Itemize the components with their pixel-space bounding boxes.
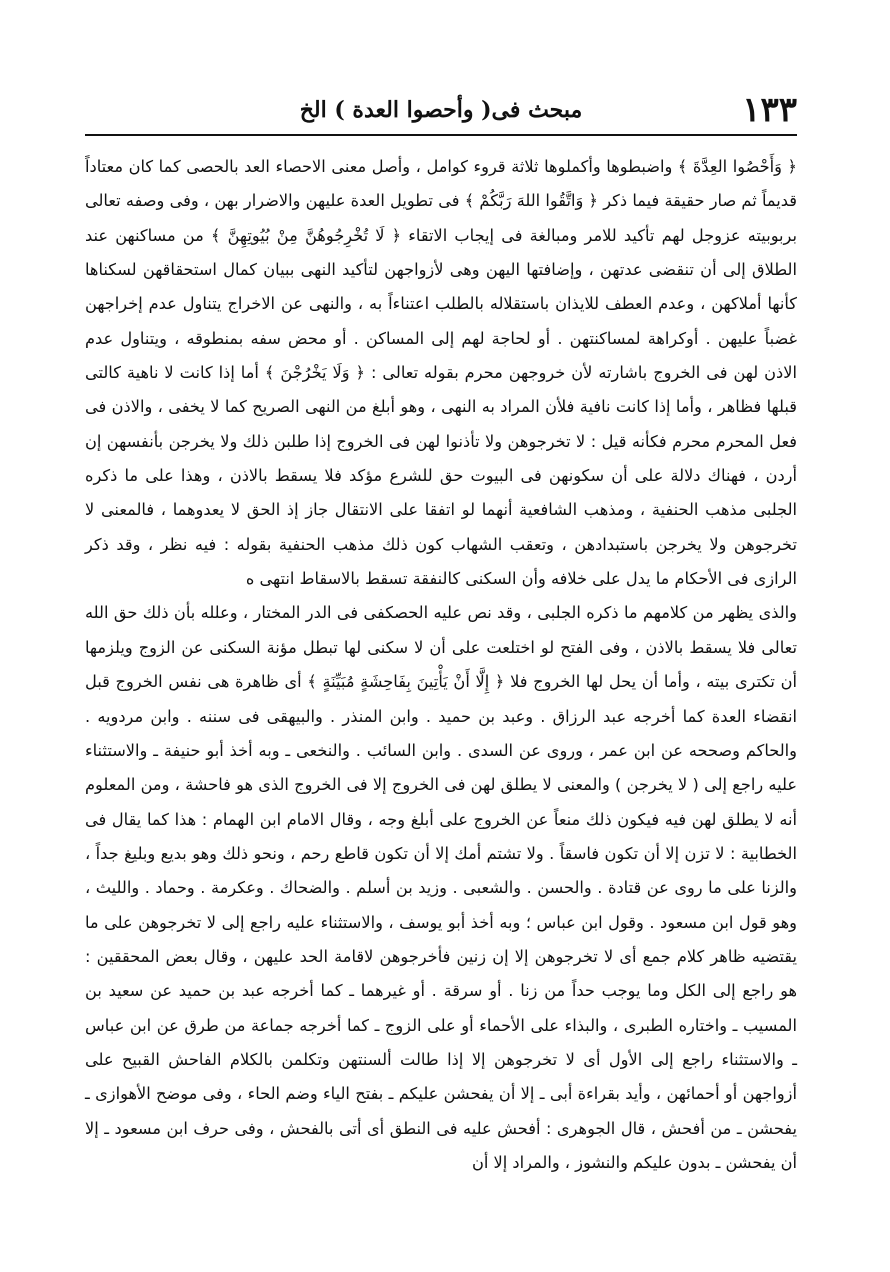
- running-title: مبحث فى( وأحصوا العدة ) الخ: [299, 97, 583, 123]
- header-rule: [85, 134, 797, 136]
- paragraph-2: والذى يظهر من كلامهم ما ذكره الجلبى ، وقد نص عليه الحصكفى فى الدر المختار ، وعلله بأن ذلك حق الله تعالى فلا يسقط بالاذن ، وفى الفتح لو اختلعت على أن لا سكنى لها تبطل مؤنة السكنى عن الزوج ويلزمها أن تكترى بيته ، وأما أن يحل لها الخروج فلا ﴿ إِلَّا أَنْ يَأْتِينَ بِفَاحِشَةٍ مُبَيِّنَةٍ ﴾ أى ظاهرة هى نفس الخروج قبل انقضاء العدة كما أخرجه عبد الرزاق . وعبد بن حميد . وابن المنذر . والبيهقى فى سننه . وابن مردويه . والحاكم وصححه عن ابن عمر ، وروى عن السدى . وابن السائب . والنخعى ـ وبه أخذ أبو حنيفة ـ والاستثناء عليه راجع إلى ( لا يخرجن ) والمعنى لا يطلق لهن فى الخروج إلا فى الخروج الذى هو فاحشة ، ومن المعلوم أنه لا يطلق لهن فيه فيكون ذلك منعاً عن الخروج على أبلغ وجه ، وقال الامام ابن الهمام : هذا كما يقال فى الخطابية : لا تزن إلا أن تكون فاسقاً . ولا تشتم أمك إلا أن تكون قاطع رحم ، ونحو ذلك وهو بديع وبليغ جداً ، والزنا على ما روى عن قتادة . والحسن . والشعبى . وزيد بن أسلم . والضحاك . وعكرمة . وحماد . والليث ، وهو قول ابن مسعود . وقول ابن عباس ؛ وبه أخذ أبو يوسف ، والاستثناء عليه راجع إلى لا تخرجوهن على ما يقتضيه ظاهر كلام جمع أى لا تخرجوهن إلا إن زنين فأخرجوهن لاقامة الحد عليهن ، وقال بعض المحققين : هو راجع إلى الكل وما يوجب حداً من زنا . أو سرقة . أو غيرهما ـ كما أخرجه عبد بن حميد عن سعيد بن المسيب ـ واختاره الطبرى ، والبذاء على الأحماء أو على الزوج ـ كما أخرجه جماعة من طرق عن ابن عباس ـ والاستثناء راجع إلى الأول أى لا تخرجوهن إلا إذا طالت ألسنتهن وتكلمن بالكلام الفاحش القبيح على أزواجهن أو أحمائهن ، وأيد بقراءة أبى ـ إلا أن يفحشن عليكم ـ بفتح الياء وضم الحاء ، وفى موضح الأهوازى ـ يفحشن ـ من أفحش ، قال الجوهرى : أفحش عليه فى النطق أى أتى بالفحش ، وفى حرف ابن مسعود ـ إلا أن يفحشن ـ بدون عليكم والنشوز ، والمراد إلا أن: [85, 603, 797, 1172]
- body-text: [85, 150, 797, 1180]
- page-number: ١٣٣: [742, 90, 797, 130]
- page-header: [85, 88, 797, 132]
- paragraph-1: ﴿ وَأَحْصُوا العِدَّةَ ﴾ واضبطوها وأكملوها ثلاثة قروء كوامل ، وأصل معنى الاحصاء العد بالحصى كما كان معتاداً قديماً ثم صار حقيقة فيما ذكر ﴿ وَاتَّقُوا اللهَ رَبَّكُمْ ﴾ فى تطويل العدة عليهن والاضرار بهن ، وفى وصفه تعالى بربوبيته عزوجل لهم تأكيد للامر ومبالغة فى إيجاب الاتقاء ﴿ لَا تُخْرِجُوهُنَّ مِنْ بُيُوتِهِنَّ ﴾ من مساكنهن عند الطلاق إلى أن تنقضى عدتهن ، وإضافتها اليهن وهى لأزواجهن لتأكيد النهى ببيان كمال استحقاقهن لسكناها كأنها أملاكهن ، وعدم العطف للايذان باستقلاله بالطلب اعتناءاً به ، والنهى عن الاخراج يتناول عدم إخراجهن غضباً عليهن . أوكراهة لمساكنتهن . أو لحاجة لهم إلى المساكن . أو محض سفه بمنطوقه ، ويتناول عدم الاذن لهن فى الخروج باشارته لأن خروجهن محرم بقوله تعالى : ﴿ وَلَا يَخْرُجْنَ ﴾ أما إذا كانت لا ناهية كالتى قبلها فظاهر ، وأما إذا كانت نافية فلأن المراد به النهى ، وهو أبلغ من النهى الصريح كما لا يخفى ، والاذن فى فعل المحرم محرم فكأنه قيل : لا تخرجوهن ولا تأذنوا لهن فى الخروج إذا طلبن ذلك ولا يخرجن بأنفسهن إن أردن ، فهناك دلالة على أن سكونهن فى البيوت حق للشرع مؤكد فلا يسقط بالاذن ، وهذا على ما ذكره الجلبى مذهب الحنفية ، ومذهب الشافعية أنهما لو اتفقا على الانتقال جاز إذ الحق لا يعدوهما ، فالمعنى لا تخرجوهن ولا يخرجن باستبدادهن ، وتعقب الشهاب كون ذلك مذهب الحنفية بقوله : فيه نظر ، وقد ذكر الرازى فى الأحكام ما يدل على خلافه وأن السكنى كالنفقة تسقط بالاسقاط انتهى ه: [85, 157, 797, 589]
